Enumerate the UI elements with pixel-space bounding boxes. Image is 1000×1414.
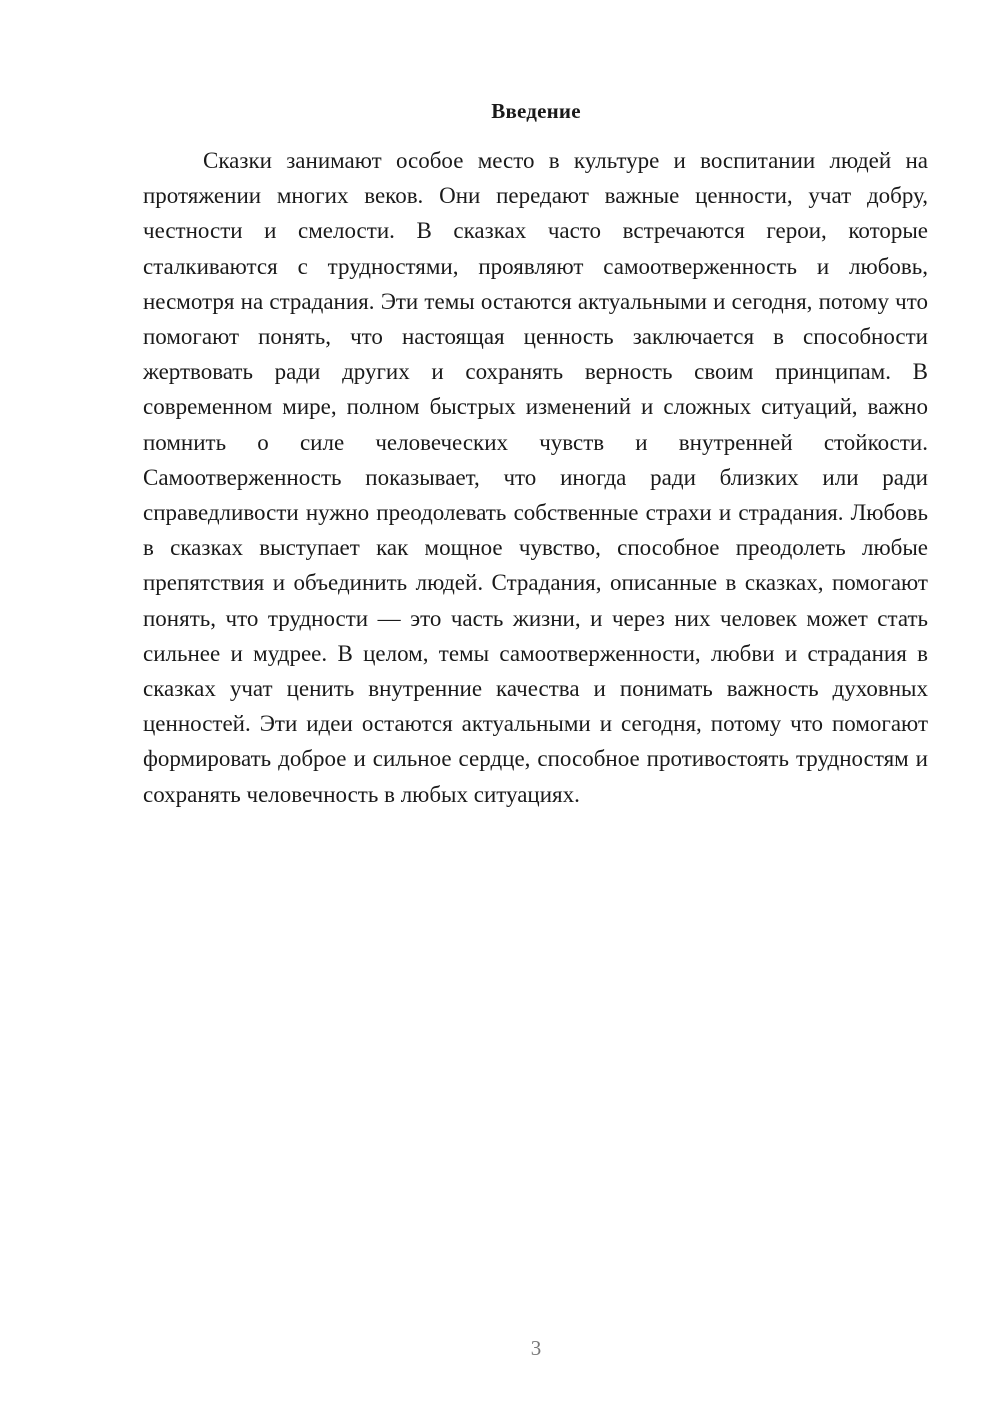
page-number: 3 — [530, 1336, 542, 1360]
section-heading: Введение — [491, 99, 581, 123]
body-paragraph: Сказки занимают особое место в культуре и воспитании людей на протяжении многих веков. Они передают важные ценности, учат добру, честности и смелости. В сказках часто встречаются герои, которые сталкиваются с трудностями, проявляют самоотверженность и любовь, несмотря на страдания. Эти темы остаются актуальными и сегодня, потому что помогают понять, что настоящая ценность заключается в способности жертвовать ради других и сохранять верность своим принципам. В современном мире, полном быстрых изменений и сложных ситуаций, важно помнить о силе человеческих чувств и внутренней стойкости. Самоотверженность показывает, что иногда ради близких или ради справедливости нужно преодолевать собственные страхи и страдания. Любовь в сказках выступает как мощное чувство, способное преодолеть любые препятствия и объединить людей. Страдания, описанные в сказках, помогают понять, что трудности — это часть жизни, и через них человек может стать сильнее и мудрее. В целом, темы самоотверженности, любви и страдания в сказках учат ценить внутренние качества и понимать важность духовных ценностей. Эти идеи остаются актуальными и сегодня, потому что помогают формировать доброе и сильное сердце, способное противостоять трудностям и сохранять человечность в любых ситуациях. — [143, 148, 928, 807]
